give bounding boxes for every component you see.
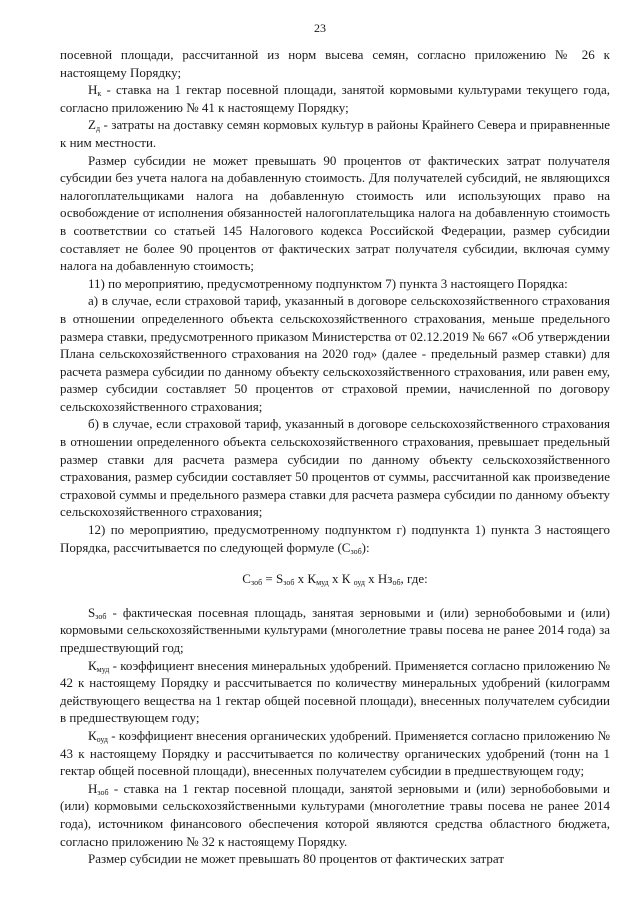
symbol-subscript: муд <box>96 664 110 674</box>
definition-text: - коэффициент внесения минеральных удобрений. Применяется согласно приложению № 42 к настоящему Порядку и рассчитывается по количеству минеральных удобрений (килограмм действующего вещества на 1 гектар общей посевной площади), внесенных получателем субсидии в предшествующем году; <box>60 657 610 726</box>
paragraph-subsidy-limit-90: Размер субсидии не может превышать 90 процентов от фактических затрат получателя субсидии без учета налога на добавленную стоимость. Для получателей субсидий, не являющихся налогоплательщиками налога на добавленную стоимость или использующих право на освобождение от исполнения обязанностей налогоплательщика налога на добавленную стоимость в соответствии со статьей 145 Налогового кодекса Российской Федерации, размер субсидии составляет не более 90 процентов от фактических затрат получателя субсидии, включая сумму налога на добавленную стоимость; <box>60 152 610 274</box>
symbol-subscript: зоб <box>350 546 362 556</box>
formula-c-sub: зоб <box>250 578 263 588</box>
definition-text: - ставка на 1 гектар посевной площади, занятой зерновыми и (или) зернобобовыми и (или) кормовыми сельскохозяйственными культурами (многолетние травы посева не ранее 2014 года), источником финансового обеспечения которой являются средства областного бюджета, согласно приложению № 32 к настоящему Порядку. <box>60 780 610 849</box>
paragraph-subsidy-limit-80: Размер субсидии не может превышать 80 процентов от фактических затрат <box>88 851 505 867</box>
symbol-subscript: д <box>95 124 101 134</box>
definition-zd <box>60 116 610 151</box>
symbol-subscript: оуд <box>96 734 108 744</box>
formula-s: S <box>275 571 284 587</box>
paragraph-tail: ): <box>361 539 370 555</box>
symbol-subscript: зоб <box>97 787 109 797</box>
symbol: Z <box>88 117 96 133</box>
definition-text: - ставка на 1 гектар посевной площади, занятой кормовыми культурами текущего года, согласно приложению № 41 к настоящему Порядку; <box>60 82 610 115</box>
formula-k2: К <box>341 571 354 587</box>
formula-k2-sub: оуд <box>353 578 365 588</box>
formula-k1-sub: муд <box>316 578 329 588</box>
formula-times: x <box>328 571 342 587</box>
formula-k1: К <box>307 571 317 587</box>
formula-c: С <box>242 571 251 587</box>
formula-h-sub: об <box>392 578 401 588</box>
symbol: Н <box>88 82 98 98</box>
definition-nk <box>60 81 610 116</box>
formula-h: Нз <box>377 571 393 587</box>
formula-times: x <box>364 571 378 587</box>
paragraph-item-11: 11) по мероприятию, предусмотренному подпунктом 7) пункта 3 настоящего Порядка: <box>88 275 568 291</box>
symbol-subscript: к <box>97 89 102 99</box>
paragraph-item-12 <box>60 521 610 556</box>
formula-times: x <box>294 571 308 587</box>
symbol: S <box>88 604 96 620</box>
formula-tail: , где: <box>400 571 428 587</box>
formula-eq: = <box>262 571 276 587</box>
document-body <box>60 46 610 868</box>
symbol: К <box>88 657 97 673</box>
paragraph-item-11a: а) в случае, если страховой тариф, указанный в договоре сельскохозяйственного страхования в отношении определенного объекта сельскохозяйственного страхования, меньше предельного размера ставки, предусмотренного приказом Министерства от 02.12.2019 № 667 «Об утверждении Плана сельскохозяйственного страхования на 2020 год» (далее - предельный размер ставки) для расчета размера субсидии по данному объекту сельскохозяйственного страхования, или равен ему, размер субсидии составляет 50 процентов от страховой премии, начисленной по договору сельскохозяйственного страхования; <box>60 293 610 414</box>
paragraph-text: 12) по мероприятию, предусмотренному подпунктом г) подпункта 1) пункта 3 настоящего Порядка, рассчитывается по следующей формуле (С <box>60 522 610 555</box>
definition-hzob <box>60 780 610 850</box>
definition-text: - фактическая посевная площадь, занятая зерновыми и (или) зернобобовыми и (или) кормовыми сельскохозяйственными культурами (многолетние травы посева не ранее 2014 года) за предшествующий год; <box>60 604 610 655</box>
definition-text: - коэффициент внесения органических удобрений. Применяется согласно приложению № 43 к настоящему Порядку и рассчитывается по количеству органических удобрений (тонн на 1 гектар общей посевной площади), внесенных получателем субсидии в предшествующем году; <box>60 727 610 779</box>
definition-text: - затраты на доставку семян кормовых культур в районы Крайнего Севера и приравненные к ним местности. <box>60 117 610 150</box>
symbol-subscript: зоб <box>95 611 107 621</box>
page-number: 23 <box>314 21 326 35</box>
symbol: К <box>88 727 97 743</box>
paragraph-item-11b: б) в случае, если страховой тариф, указанный в договоре сельскохозяйственного страхования в отношении определенного объекта сельскохозяйственного страхования, превышает предельный размер ставки для расчета размера субсидии по данному объекту сельскохозяйственного страхования, размер субсидии составляет 50 процентов от суммы, рассчитанной как произведение страховой суммы и предельного размера ставки для расчета размера субсидии по данному объекту сельскохозяйственного страхования; <box>60 416 610 520</box>
symbol: Н <box>88 780 98 796</box>
definition-koud <box>60 727 610 780</box>
paragraph-continuation: посевной площади, рассчитанной из норм высева семян, согласно приложению № 26 к настоящему Порядку; <box>60 47 610 80</box>
definition-szob <box>60 604 610 657</box>
formula-s-sub: зоб <box>283 578 295 588</box>
formula <box>60 570 610 588</box>
definition-kmud <box>60 657 610 727</box>
